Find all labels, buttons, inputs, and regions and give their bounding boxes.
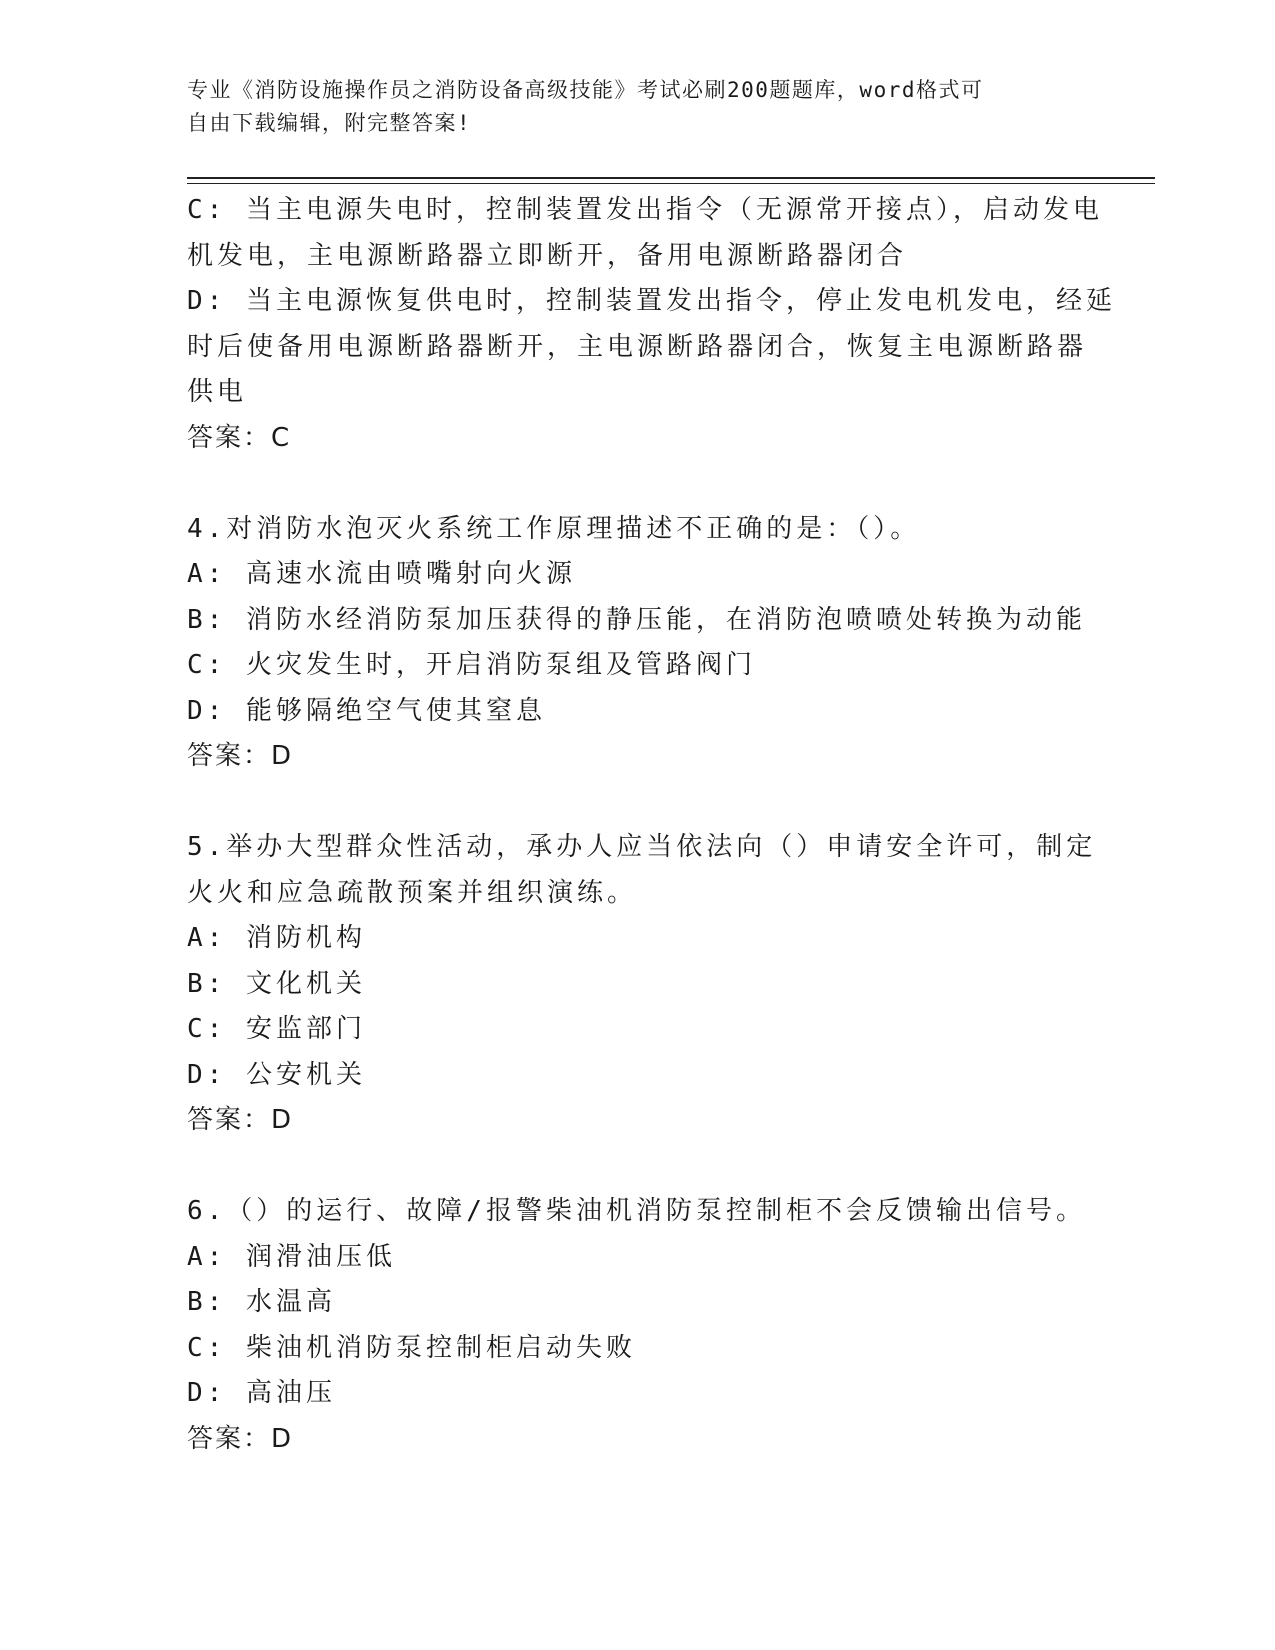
option-a: A: 润滑油压低 bbox=[187, 1241, 396, 1272]
question-5 bbox=[187, 825, 1107, 1144]
spacer bbox=[187, 461, 1107, 507]
page-header bbox=[187, 74, 1087, 140]
option-d-line-1: D: 当主电源恢复供电时，控制装置发出指令，停止发电机发电，经延 bbox=[187, 286, 1116, 316]
question-stem: 4.对消防水泡灭火系统工作原理描述不正确的是：（）。 bbox=[187, 513, 921, 544]
option-a: A: 消防机构 bbox=[187, 923, 366, 953]
header-rule-thin bbox=[187, 183, 1155, 184]
option-c-line-1: C: 当主电源失电时，控制装置发出指令（无源常开接点），启动发电 bbox=[187, 195, 1103, 225]
prev-question bbox=[187, 188, 1116, 461]
header-rule-thick bbox=[187, 177, 1155, 179]
option-b: B: 水温高 bbox=[187, 1287, 336, 1317]
question-stem-line-2: 火火和应急疏散预案并组织演练。 bbox=[187, 877, 638, 908]
option-b: B: 文化机关 bbox=[187, 968, 366, 999]
option-c: C: 柴油机消防泵控制柜启动失败 bbox=[187, 1332, 636, 1363]
question-content bbox=[187, 188, 1116, 1462]
question-stem: 6.（）的运行、故障/报警柴油机消防泵控制柜不会反馈输出信号。 bbox=[187, 1196, 1086, 1226]
header-line-1: 专业《消防设施操作员之消防设备高级技能》考试必刷200题题库，word格式可 bbox=[187, 78, 984, 102]
question-4 bbox=[187, 507, 1107, 780]
answer-label: 答案：D bbox=[187, 1105, 294, 1135]
option-c: C: 安监部门 bbox=[187, 1014, 366, 1044]
question-6 bbox=[187, 1189, 1107, 1462]
spacer bbox=[187, 1144, 1107, 1190]
option-b: B: 消防水经消防泵加压获得的静压能，在消防泡喷喷处转换为动能 bbox=[187, 604, 1086, 635]
option-d: D: 公安机关 bbox=[187, 1059, 366, 1090]
header-line-2: 自由下载编辑，附完整答案! bbox=[187, 111, 472, 135]
option-d-line-3: 供电 bbox=[187, 377, 248, 407]
answer-label: 答案：D bbox=[187, 741, 294, 771]
option-c-line-2: 机发电，主电源断路器立即断开，备用电源断路器闭合 bbox=[187, 240, 908, 271]
answer-label: 答案：D bbox=[187, 1423, 294, 1454]
option-a: A: 高速水流由喷嘴射向火源 bbox=[187, 559, 576, 589]
question-stem-line-1: 5.举办大型群众性活动，承办人应当依法向（）申请安全许可，制定 bbox=[187, 832, 1097, 862]
option-d-line-2: 时后使备用电源断路器断开，主电源断路器闭合，恢复主电源断路器 bbox=[187, 331, 1088, 362]
option-d: D: 能够隔绝空气使其窒息 bbox=[187, 695, 546, 726]
spacer bbox=[187, 780, 1107, 826]
option-d: D: 高油压 bbox=[187, 1378, 336, 1408]
answer-label: 答案：C bbox=[187, 422, 292, 453]
option-c: C: 火灾发生时，开启消防泵组及管路阀门 bbox=[187, 650, 756, 680]
